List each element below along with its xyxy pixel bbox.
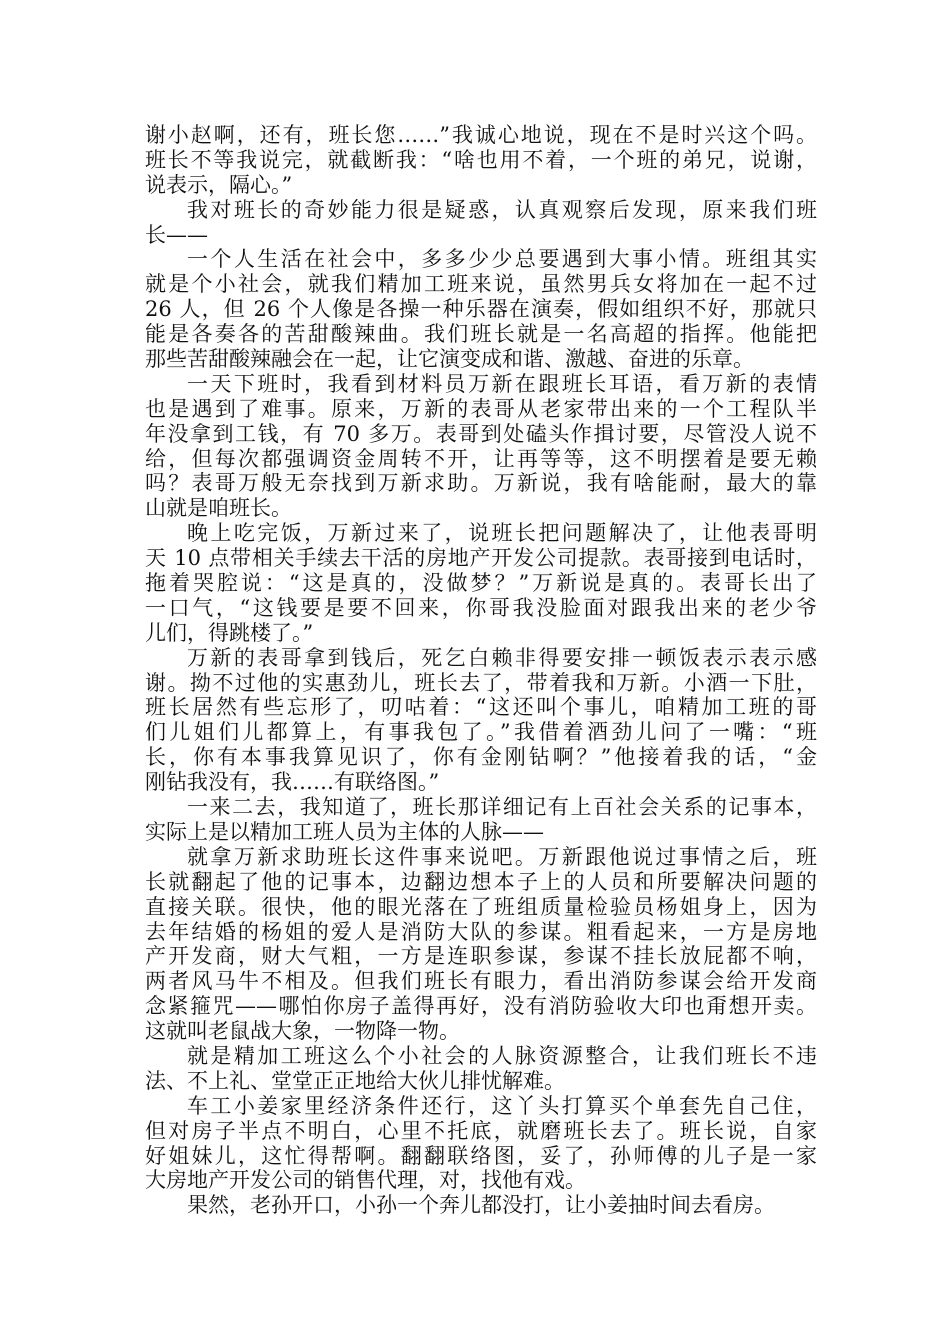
text-line: 一个人生活在社会中，多多少少总要遇到大事小情。班组其实: [187, 247, 817, 272]
text-line: 谢小赵啊，还有，班长您……”我诚心地说，现在不是时兴这个吗。: [145, 123, 817, 147]
text-line: 年没拿到工钱，有 70 多万。表哥到处磕头作揖讨要，尽管没人说不: [145, 421, 817, 446]
text-line: 去年结婚的杨姐的爱人是消防大队的参谋。粗看起来，一方是房地: [145, 919, 817, 944]
text-line: 给，但每次都强调资金周转不开，让再等等，这不明摆着是要无赖: [145, 446, 817, 471]
paragraph: [145, 1094, 817, 1194]
paragraph: [145, 646, 817, 795]
text-line: 26 人，但 26 个人像是各操一种乐器在演奏，假如组织不好，那就只: [145, 297, 817, 322]
text-line: 一来二去，我知道了，班长那详细记有上百社会关系的记事本，: [187, 795, 817, 820]
paragraph: [145, 247, 817, 371]
text-line: 长——: [145, 222, 208, 247]
paragraph: [145, 795, 817, 845]
text-line: 晚上吃完饭，万新过来了，说班长把问题解决了，让他表哥明: [187, 521, 817, 546]
text-line: 就拿万新求助班长这件事来说吧。万新跟他说过事情之后，班: [187, 844, 817, 869]
text-line: 就是个小社会，就我们精加工班来说，虽然男兵女将加在一起不过: [145, 272, 817, 297]
paragraph: [145, 372, 817, 521]
text-line: 车工小姜家里经济条件还行，这丫头打算买个单套先自己住，: [187, 1093, 817, 1118]
text-line: 就是精加工班这么个小社会的人脉资源整合，让我们班长不违: [187, 1043, 817, 1068]
text-line: 念紧箍咒——哪怕你房子盖得再好，没有消防验收大印也甭想开卖。: [145, 994, 817, 1019]
text-line: 拖着哭腔说：“这是真的，没做梦？”万新说是真的。表哥长出了: [145, 571, 817, 596]
text-line: 那些苦甜酸辣融会在一起，让它演变成和谐、激越、奋进的乐章。: [145, 347, 754, 372]
text-line: 一天下班时，我看到材料员万新在跟班长耳语，看万新的表情: [187, 371, 817, 396]
text-line: 两者风马牛不相及。但我们班长有眼力，看出消防参谋会给开发商: [145, 969, 817, 994]
text-line: 长就翻起了他的记事本，边翻边想本子上的人员和所要解决问题的: [145, 869, 817, 894]
text-line: 天 10 点带相关手续去干活的房地产开发公司提款。表哥接到电话时，: [145, 546, 817, 571]
paragraph: [145, 521, 817, 645]
text-line: 我对班长的奇妙能力很是疑惑，认真观察后发现，原来我们班: [187, 197, 817, 222]
text-line: 能是各奏各的苦甜酸辣曲。我们班长就是一名高超的指挥。他能把: [145, 322, 817, 347]
paragraph: [145, 1044, 817, 1094]
text-line: 实际上是以精加工班人员为主体的人脉——: [145, 819, 544, 844]
text-line: 好姐妹儿，这忙得帮啊。翻翻联络图，妥了，孙师傅的儿子是一家: [145, 1143, 817, 1168]
text-line: 谢。拗不过他的实惠劲儿，班长去了，带着我和万新。小酒一下肚，: [145, 670, 817, 695]
text-line: 班长居然有些忘形了，叨咕着：“这还叫个事儿，咱精加工班的哥: [145, 695, 817, 720]
text-line: 一口气，“这钱要是要不回来，你哥我没脸面对跟我出来的老少爷: [145, 595, 817, 620]
text-line: 山就是咱班长。: [145, 496, 292, 521]
text-line: 也是遇到了难事。原来，万新的表哥从老家带出来的一个工程队半: [145, 396, 817, 421]
paragraph: [145, 1193, 817, 1218]
text-line: 直接关联。很快，他的眼光落在了班组质量检验员杨姐身上，因为: [145, 894, 817, 919]
text-line: 大房地产开发公司的销售代理，对，找他有戏。: [145, 1168, 586, 1193]
text-line: 儿们，得跳楼了。”: [145, 620, 314, 645]
text-line: 万新的表哥拿到钱后，死乞白赖非得要安排一顿饭表示表示感: [187, 645, 817, 670]
text-line: 法、不上礼、堂堂正正地给大伙儿排忧解难。: [145, 1068, 565, 1093]
text-line: 们儿姐们儿都算上，有事我包了。”我借着酒劲儿问了一嘴：“班: [145, 720, 817, 745]
text-line: 产开发商，财大气粗，一方是连职参谋，参谋不挂长放屁都不响，: [145, 944, 817, 969]
text-line: 刚钻我没有，我……有联络图。”: [145, 770, 440, 795]
text-line: 但对房子半点不明白，心里不托底，就磨班长去了。班长说，自家: [145, 1118, 817, 1143]
text-line: 说表示，隔心。”: [145, 172, 293, 197]
text-line: 班长不等我说完，就截断我：“啥也用不着，一个班的弟兄，说谢，: [145, 147, 817, 172]
text-line: 果然，老孙开口，小孙一个奔儿都没打，让小姜抽时间去看房。: [187, 1193, 775, 1218]
document-page: [145, 123, 817, 1218]
text-line: 长，你有本事我算见识了，你有金刚钻啊？”他接着我的话，“金: [145, 745, 817, 770]
paragraph: [145, 845, 817, 1044]
paragraph: [145, 198, 817, 248]
text-line: 这就叫老鼠战大象，一物降一物。: [145, 1019, 460, 1044]
paragraph: [145, 123, 817, 198]
text-line: 吗？表哥万般无奈找到万新求助。万新说，我有啥能耐，最大的靠: [145, 471, 817, 496]
